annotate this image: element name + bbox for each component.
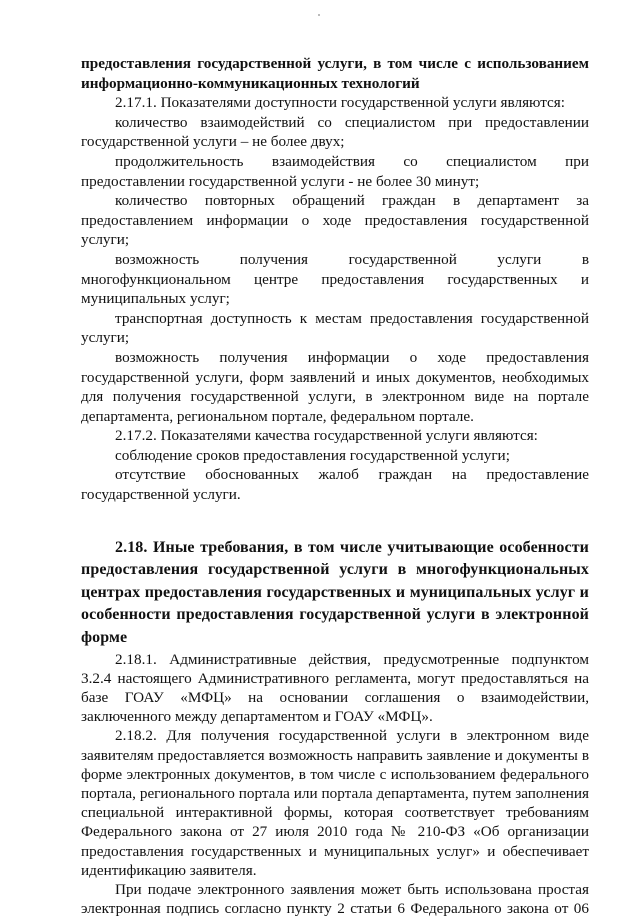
text-line: возможность получения информации о ходе предоставления <box>115 348 589 366</box>
text-line: соблюдение сроков предоставления государственной услуги; <box>115 446 510 464</box>
scan-dot <box>318 14 320 16</box>
document-content <box>81 54 589 918</box>
heading-line: центрах предоставления государственных и муниципальных услуг и <box>81 583 589 601</box>
section-heading-217 <box>81 54 589 93</box>
text-line: форме электронных документов, в том числе с использованием федерального <box>81 765 589 783</box>
heading-line: форме <box>81 629 128 647</box>
section-heading-218 <box>81 537 589 650</box>
text-line: Федерального закона от 27 июля 2010 года № 210-ФЗ «Об организации <box>81 823 589 841</box>
text-line: 3.2.4 настоящего Административного регламента, могут предоставляться на <box>81 669 589 687</box>
text-line: государственной услуги. <box>81 486 241 504</box>
heading-line: информационно-коммуникационных технологий <box>81 74 420 92</box>
text-line: департамента, региональном портале, федеральном портале. <box>81 407 474 425</box>
paragraph-2-17-2: 2.17.2. Показателями качества государственной услуги являются: <box>115 427 538 445</box>
text-line: электронная подпись согласно пункту 2 статьи 6 Федерального закона от 06 <box>81 900 589 918</box>
text-line: многофункциональном центре предоставления государственных и <box>81 270 589 288</box>
text-line: отсутствие обоснованных жалоб граждан на предоставление <box>115 466 589 484</box>
text-line: муниципальных услуг; <box>81 290 230 308</box>
heading-line: особенности предоставления государственной услуги в электронной <box>81 606 589 624</box>
text-line: предоставлением информации о ходе предоставления государственной <box>81 211 589 229</box>
text-line: предоставления государственных и муниципальных услуг» и обеспечивает <box>81 842 589 860</box>
text-line: государственной услуги, форм заявлений и иных документов, необходимых <box>81 368 589 386</box>
text-line: услуги; <box>81 329 130 347</box>
text-line: услуги; <box>81 231 130 249</box>
heading-line: 2.18. Иные требования, в том числе учитывающие особенности <box>115 538 589 556</box>
text-line: транспортная доступность к местам предоставления государственной <box>115 309 589 327</box>
paragraph-2-18-2: 2.18.2. Для получения государственной услуги в электронном виде <box>115 727 589 745</box>
text-line: портала, регионального портала или портала департамента, путем заполнения <box>81 785 589 803</box>
paragraph-2-18-1: 2.18.1. Административные действия, предусмотренные подпунктом <box>115 650 589 668</box>
section-217 <box>81 93 589 504</box>
text-line: продолжительность взаимодействия со специалистом при <box>115 152 589 170</box>
text-line: количество повторных обращений граждан в департамент за <box>115 192 589 210</box>
heading-line: предоставления государственной услуги в многофункциональных <box>81 561 589 579</box>
section-218 <box>81 650 589 918</box>
text-line: базе ГОАУ «МФЦ» на основании соглашения о взаимодействии, <box>81 689 589 707</box>
text-line: идентификацию заявителя. <box>81 861 257 879</box>
text-line: государственной услуги – не более двух; <box>81 133 345 151</box>
text-line: предоставлении государственной услуги - не более 30 минут; <box>81 172 480 190</box>
text-line: возможность получения государственной услуги в <box>115 250 589 268</box>
paragraph-2-17-1: 2.17.1. Показателями доступности государственной услуги являются: <box>115 94 565 112</box>
heading-line: предоставления государственной услуги, в том числе с использованием <box>81 55 589 72</box>
text-line: заявителям предоставляется возможность направить заявление и документы в <box>81 746 589 764</box>
text-line: специальной интерактивной формы, которая соответствует требованиям <box>81 804 589 822</box>
text-line: заключенного между департаментом и ГОАУ «МФЦ». <box>81 708 433 726</box>
text-line: для получения государственной услуги, в электронном виде на портале <box>81 388 589 406</box>
text-line: количество взаимодействий со специалистом при предоставлении <box>115 113 589 131</box>
paragraph-electronic-signature: При подаче электронного заявления может быть использована простая <box>115 881 589 899</box>
